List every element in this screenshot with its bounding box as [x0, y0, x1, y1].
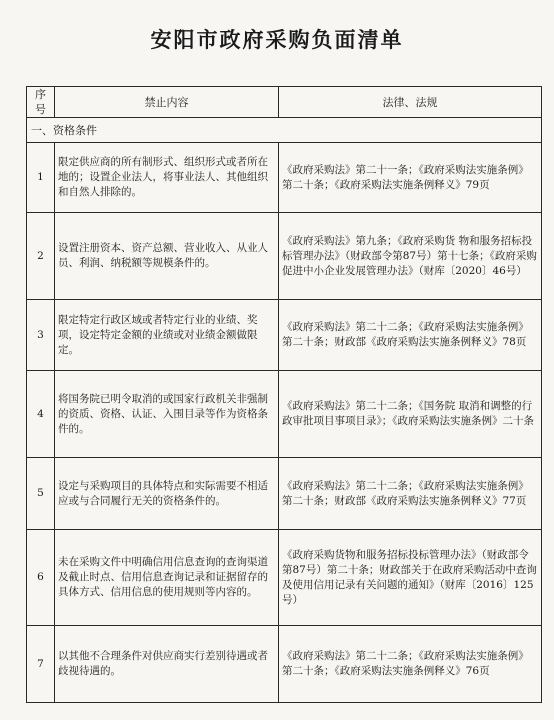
row-ban-content: 以其他不合理条件对供应商实行差别待遇或者歧视待遇的。 [55, 626, 279, 703]
row-number: 4 [27, 371, 55, 458]
section-title: 一、资格条件 [27, 118, 542, 143]
table-row [27, 143, 542, 213]
section-row [27, 118, 542, 143]
row-law: 《政府采购法》第二十二条；《政府采购法实施条例》第二十条；财政部《政府采购法实施条例释义》77页 [279, 458, 542, 530]
page-title: 安阳市政府采购负面清单 [150, 28, 404, 52]
table-row [27, 530, 542, 626]
row-ban-content: 将国务院已明令取消的或国家行政机关非强制的资质、资格、认证、入围目录等作为资格条件的。 [55, 371, 279, 458]
row-number: 2 [27, 213, 55, 300]
table-row [27, 213, 542, 300]
table-row [27, 626, 542, 703]
row-ban-content: 未在采购文件中明确信用信息查询的查询渠道及截止时点、信用信息查询记录和证据留存的具体方式、信用信息的使用规则等内容的。 [55, 530, 279, 626]
row-number: 3 [27, 300, 55, 371]
row-law: 《政府采购法》第二十二条；《国务院 取消和调整的行政审批项目事项目录》；《政府采购法实施条例》二十条 [279, 371, 542, 458]
row-law: 《政府采购法》第二十一条；《政府采购法实施条例》第二十条；《政府采购法实施条例释义》79页 [279, 143, 542, 213]
row-number: 6 [27, 530, 55, 626]
table-row [27, 300, 542, 371]
header-law: 法律、法规 [279, 87, 542, 118]
header-no: 序号 [27, 87, 55, 118]
negative-list-table [26, 86, 542, 703]
row-law: 《政府采购法》第二十二条；《政府采购法实施条例》第二十条；《政府采购法实施条例释义》76页 [279, 626, 542, 703]
row-law: 《政府采购法》第九条；《政府采购货 物和服务招标投标管理办法》（财政部令第87号）第十七条；《政府采购促进中小企业发展管理办法》（财库〔2020〕46号） [279, 213, 542, 300]
row-law: 《政府采购货物和服务招标投标管理办法》（财政部令第87号）第二十条；财政部关于在政府采购活动中查询及使用信用记录有关问题的通知》（财库〔2016〕125号） [279, 530, 542, 626]
table-header-row [27, 87, 542, 118]
row-ban-content: 设定与采购项目的具体特点和实际需要不相适应或与合同履行无关的资格条件的。 [55, 458, 279, 530]
row-number: 5 [27, 458, 55, 530]
row-number: 1 [27, 143, 55, 213]
row-law: 《政府采购法》第二十二条；《政府采购法实施条例》第二十条；财政部《政府采购法实施条例释义》78页 [279, 300, 542, 371]
row-ban-content: 设置注册资本、资产总额、营业收入、从业人员、利润、纳税额等规模条件的。 [55, 213, 279, 300]
header-ban: 禁止内容 [55, 87, 279, 118]
row-number: 7 [27, 626, 55, 703]
table-row [27, 371, 542, 458]
table-row [27, 458, 542, 530]
row-ban-content: 限定特定行政区域或者特定行业的业绩、奖项，设定特定金额的业绩或对业绩金额做限定。 [55, 300, 279, 371]
row-ban-content: 限定供应商的所有制形式、组织形式或者所在地的；设置企业法人，将事业法人、其他组织和自然人排除的。 [55, 143, 279, 213]
